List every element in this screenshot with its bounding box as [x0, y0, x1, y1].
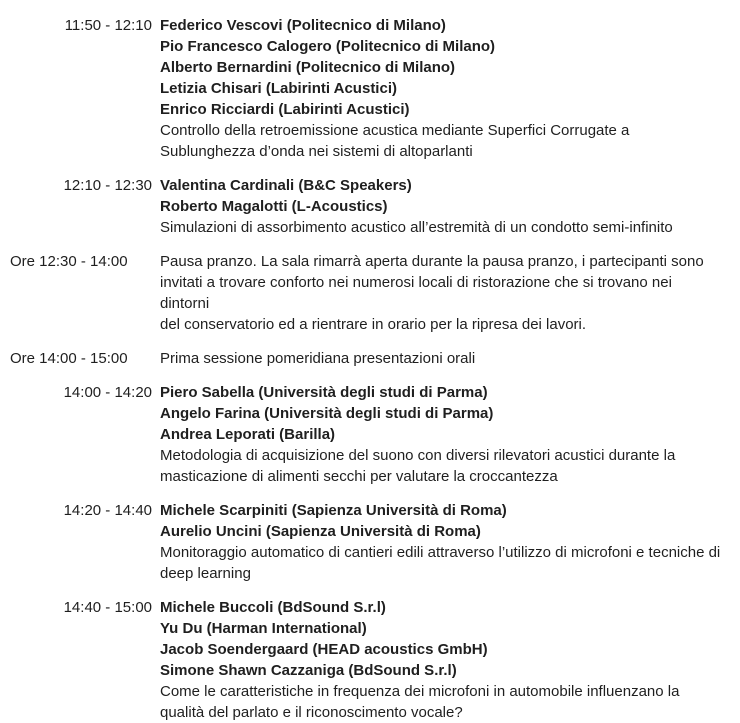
talk-title-line: qualità del parlato e il riconoscimento vocale? — [160, 704, 463, 721]
speaker-name: Yu Du (Harman International) — [160, 620, 367, 637]
row-content — [160, 597, 722, 723]
schedule-row — [10, 348, 730, 369]
session-description-line: invitati a trovare conforto nei numerosi locali di ristorazione che si trovano nei dintorni — [160, 274, 672, 312]
speaker-name: Jacob Soendergaard (HEAD acoustics GmbH) — [160, 641, 488, 658]
row-content — [160, 15, 722, 162]
time-range: 14:40 - 15:00 — [63, 599, 152, 616]
row-content — [160, 348, 722, 369]
speaker-name: Andrea Leporati (Barilla) — [160, 426, 336, 443]
talk-title-line: Metodologia di acquisizione del suono con diversi rilevatori acustici durante la — [160, 447, 676, 464]
speaker-name: Roberto Magalotti (L-Acoustics) — [160, 198, 388, 215]
row-content — [160, 175, 722, 238]
speaker-name: Simone Shawn Cazzaniga (BdSound S.r.l) — [160, 662, 457, 679]
speaker-name: Enrico Ricciardi (Labirinti Acustici) — [160, 101, 410, 118]
talk-title-line: Simulazioni di assorbimento acustico all’estremità di un condotto semi-infinito — [160, 219, 673, 236]
talk-title-line: Controllo della retroemissione acustica mediante Superfici Corrugate a — [160, 122, 630, 139]
schedule-row — [10, 597, 730, 723]
time-range: 12:10 - 12:30 — [63, 177, 152, 194]
talk-title-line: Sublunghezza d’onda nei sistemi di altoparlanti — [160, 143, 473, 160]
talk-title-line: Monitoraggio automatico di cantieri edili attraverso l’utilizzo di microfoni e tecniche di — [160, 544, 721, 561]
speaker-name: Aurelio Uncini (Sapienza Università di Roma) — [160, 523, 481, 540]
time-range: 11:50 - 12:10 — [64, 17, 152, 34]
schedule-row — [10, 500, 730, 584]
speaker-name: Angelo Farina (Università degli studi di Parma) — [160, 405, 494, 422]
session-description-line: del conservatorio ed a rientrare in orario per la ripresa dei lavori. — [160, 316, 587, 333]
speaker-name: Piero Sabella (Università degli studi di Parma) — [160, 384, 488, 401]
session-description-line: Pausa pranzo. La sala rimarrà aperta durante la pausa pranzo, i partecipanti sono — [160, 253, 704, 270]
speaker-name: Michele Buccoli (BdSound S.r.l) — [160, 599, 386, 616]
speaker-name: Federico Vescovi (Politecnico di Milano) — [160, 17, 446, 34]
schedule-row — [10, 15, 730, 162]
speaker-name: Valentina Cardinali (B&C Speakers) — [160, 177, 412, 194]
time-range: Ore 14:00 - 15:00 — [10, 350, 128, 367]
speaker-name: Pio Francesco Calogero (Politecnico di Milano) — [160, 38, 496, 55]
row-content — [160, 251, 722, 335]
row-content — [160, 500, 722, 584]
schedule-row — [10, 382, 730, 487]
schedule-row — [10, 175, 730, 238]
talk-title-line: masticazione di alimenti secchi per valutare la croccantezza — [160, 468, 558, 485]
speaker-name: Alberto Bernardini (Politecnico di Milano) — [160, 59, 456, 76]
session-description-line: Prima sessione pomeridiana presentazioni orali — [160, 350, 476, 367]
row-content — [160, 382, 722, 487]
talk-title-line: deep learning — [160, 565, 251, 582]
schedule-row — [10, 251, 730, 335]
speaker-name: Letizia Chisari (Labirinti Acustici) — [160, 80, 397, 97]
talk-title-line: Come le caratteristiche in frequenza dei microfoni in automobile influenzano la — [160, 683, 680, 700]
time-range: 14:00 - 14:20 — [63, 384, 152, 401]
time-range: Ore 12:30 - 14:00 — [10, 253, 128, 270]
speaker-name: Michele Scarpiniti (Sapienza Università di Roma) — [160, 502, 507, 519]
time-range: 14:20 - 14:40 — [63, 502, 152, 519]
